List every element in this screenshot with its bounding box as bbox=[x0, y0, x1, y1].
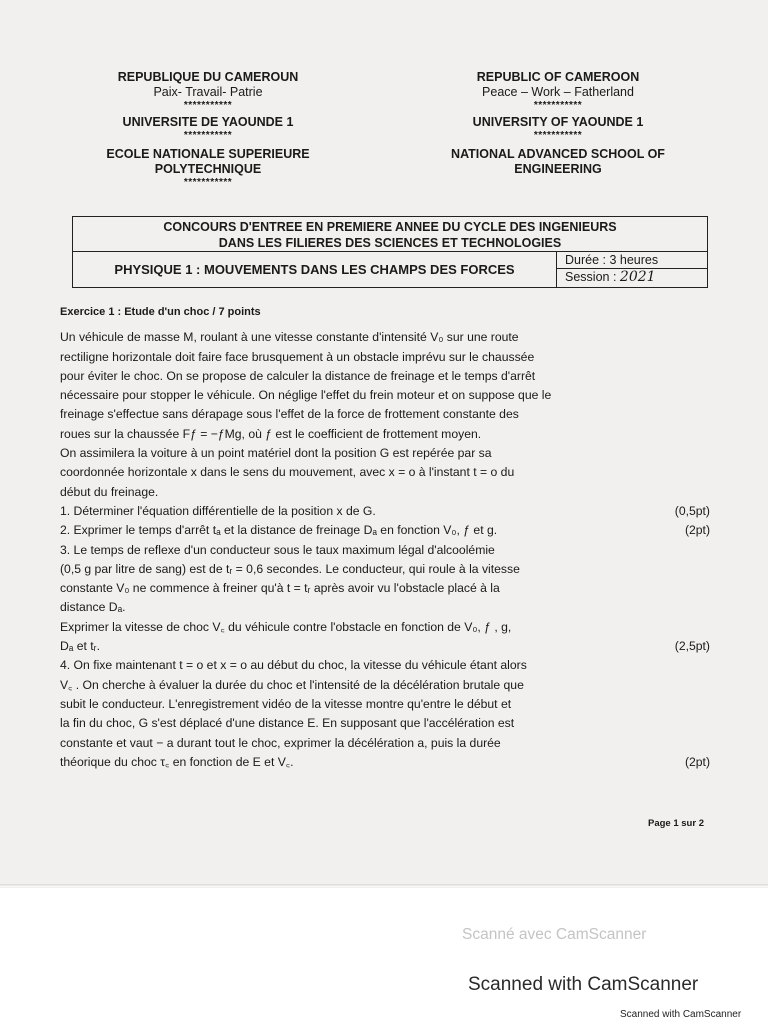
exercise-line: constante V₀ ne commence à freiner qu'à t = tᵣ après avoir vu l'obstacle placé à la bbox=[60, 581, 500, 596]
exercise-line: Exprimer la vitesse de choc V꜀ du véhicule contre l'obstacle en fonction de V₀, ƒ , g, bbox=[60, 619, 512, 634]
session-label: Session : bbox=[565, 270, 617, 284]
school-fr-line2: POLYTECHNIQUE bbox=[154, 162, 262, 176]
question-3-text: Dₐ et tᵣ. bbox=[60, 639, 100, 654]
exercise-line: Un véhicule de masse M, roulant à une vitesse constante d'intensité V₀ sur une route bbox=[60, 330, 519, 345]
exam-meta bbox=[557, 252, 707, 287]
header-left bbox=[58, 70, 358, 189]
exercise-line: distance Dₐ. bbox=[60, 600, 126, 615]
exam-title-line2: DANS LES FILIERES DES SCIENCES ET TECHNOLOGIES bbox=[218, 236, 562, 250]
stars-separator: *********** bbox=[533, 100, 583, 111]
exercise-line: nécessaire pour stopper le véhicule. On néglige l'effet du frein moteur et on suppose que le bbox=[60, 388, 552, 403]
exercise-line: pour éviter le choc. On se propose de calculer la distance de freinage et le temps d'arrêt bbox=[60, 368, 536, 383]
watermark-faded: Scanné avec CamScanner bbox=[462, 926, 647, 943]
question-4-text: théorique du choc τ꜀ en fonction de E et V꜀. bbox=[60, 754, 294, 769]
exam-session bbox=[557, 269, 707, 286]
school-fr-line1: ECOLE NATIONALE SUPERIEURE bbox=[106, 147, 310, 161]
question-2-text: 2. Exprimer le temps d'arrêt tₐ et la distance de freinage Dₐ en fonction V₀, ƒ et g. bbox=[60, 523, 498, 538]
exercise-body bbox=[60, 303, 720, 772]
stars-separator: *********** bbox=[183, 130, 233, 141]
exam-title bbox=[73, 217, 707, 251]
exercise-line: 4. On fixe maintenant t = o et x = o au début du choc, la vitesse du véhicule étant alors bbox=[60, 658, 527, 673]
question-1-text: 1. Déterminer l'équation différentielle de la position x de G. bbox=[60, 503, 376, 518]
session-year: 2021 bbox=[619, 269, 656, 285]
stars-separator: *********** bbox=[183, 177, 233, 188]
exercise-line: coordonnée horizontale x dans le sens du mouvement, avec x = o à l'instant t = o du bbox=[60, 465, 515, 480]
country-en: REPUBLIC OF CAMEROON bbox=[476, 70, 640, 84]
exam-subject-row bbox=[73, 251, 707, 288]
country-fr: REPUBLIQUE DU CAMEROUN bbox=[117, 70, 299, 84]
exam-subject: PHYSIQUE 1 : MOUVEMENTS DANS LES CHAMPS DES FORCES bbox=[73, 252, 557, 287]
exercise-line: rectiligne horizontale doit faire face brusquement à un obstacle imprévu sur le chaussée bbox=[60, 349, 535, 364]
motto-en: Peace – Work – Fatherland bbox=[482, 85, 634, 99]
watermark-main: Scanned with CamScanner bbox=[468, 974, 699, 995]
exercise-line: subit le conducteur. L'enregistrement vidéo de la vitesse montre qu'entre le début et bbox=[60, 696, 512, 711]
page-number: Page 1 sur 2 bbox=[648, 818, 704, 829]
exercise-line: début du freinage. bbox=[60, 484, 159, 499]
exam-title-box bbox=[72, 216, 708, 288]
exercise-line: On assimilera la voiture à un point matériel dont la position G est repérée par sa bbox=[60, 446, 492, 461]
motto-fr: Paix- Travail- Patrie bbox=[153, 85, 263, 99]
watermark-small: Scanned with CamScanner bbox=[620, 1009, 742, 1020]
school-en-line2: ENGINEERING bbox=[514, 162, 602, 176]
school-en-line1: NATIONAL ADVANCED SCHOOL OF bbox=[451, 147, 665, 161]
exam-title-line1: CONCOURS D'ENTREE EN PREMIERE ANNEE DU CYCLE DES INGENIEURS bbox=[163, 220, 617, 234]
university-fr: UNIVERSITE DE YAOUNDE 1 bbox=[122, 115, 294, 129]
question-3-end bbox=[60, 637, 720, 656]
exercise-line: constante et vaut − a durant tout le choc, exprimer la décélération a, puis la durée bbox=[60, 735, 501, 750]
exercise-title: Exercice 1 : Etude d'un choc / 7 points bbox=[60, 306, 261, 318]
stars-separator: *********** bbox=[533, 130, 583, 141]
question-1 bbox=[60, 502, 720, 521]
stars-separator: *********** bbox=[183, 100, 233, 111]
university-en: UNIVERSITY OF YAOUNDE 1 bbox=[472, 115, 644, 129]
exercise-line: (0,5 g par litre de sang) est de tᵣ = 0,6 secondes. Le conducteur, qui roule à la vitesse bbox=[60, 561, 520, 576]
question-2 bbox=[60, 521, 720, 540]
exercise-line: freinage s'effectue sans dérapage sous l'effet de la force de frottement constante des bbox=[60, 407, 519, 422]
header-right bbox=[408, 70, 708, 177]
exam-duration: Durée : 3 heures bbox=[557, 252, 707, 269]
exercise-line: V꜀ . On cherche à évaluer la durée du choc et l'intensité de la décélération brutale que bbox=[60, 677, 524, 692]
exercise-line: la fin du choc, G s'est déplacé d'une distance E. En supposant que l'accélération est bbox=[60, 716, 515, 731]
question-1-points: (0,5pt) bbox=[674, 503, 710, 518]
question-3-points: (2,5pt) bbox=[674, 639, 710, 654]
exercise-line: roues sur la chaussée Fƒ = −ƒMg, où ƒ est le coefficient de frottement moyen. bbox=[60, 426, 482, 441]
question-4-end bbox=[60, 753, 720, 772]
page-edge bbox=[0, 884, 768, 887]
exercise-line: 3. Le temps de reflexe d'un conducteur sous le taux maximum légal d'alcoolémie bbox=[60, 542, 495, 557]
question-4-points: (2pt) bbox=[684, 754, 710, 769]
question-2-points: (2pt) bbox=[684, 523, 710, 538]
